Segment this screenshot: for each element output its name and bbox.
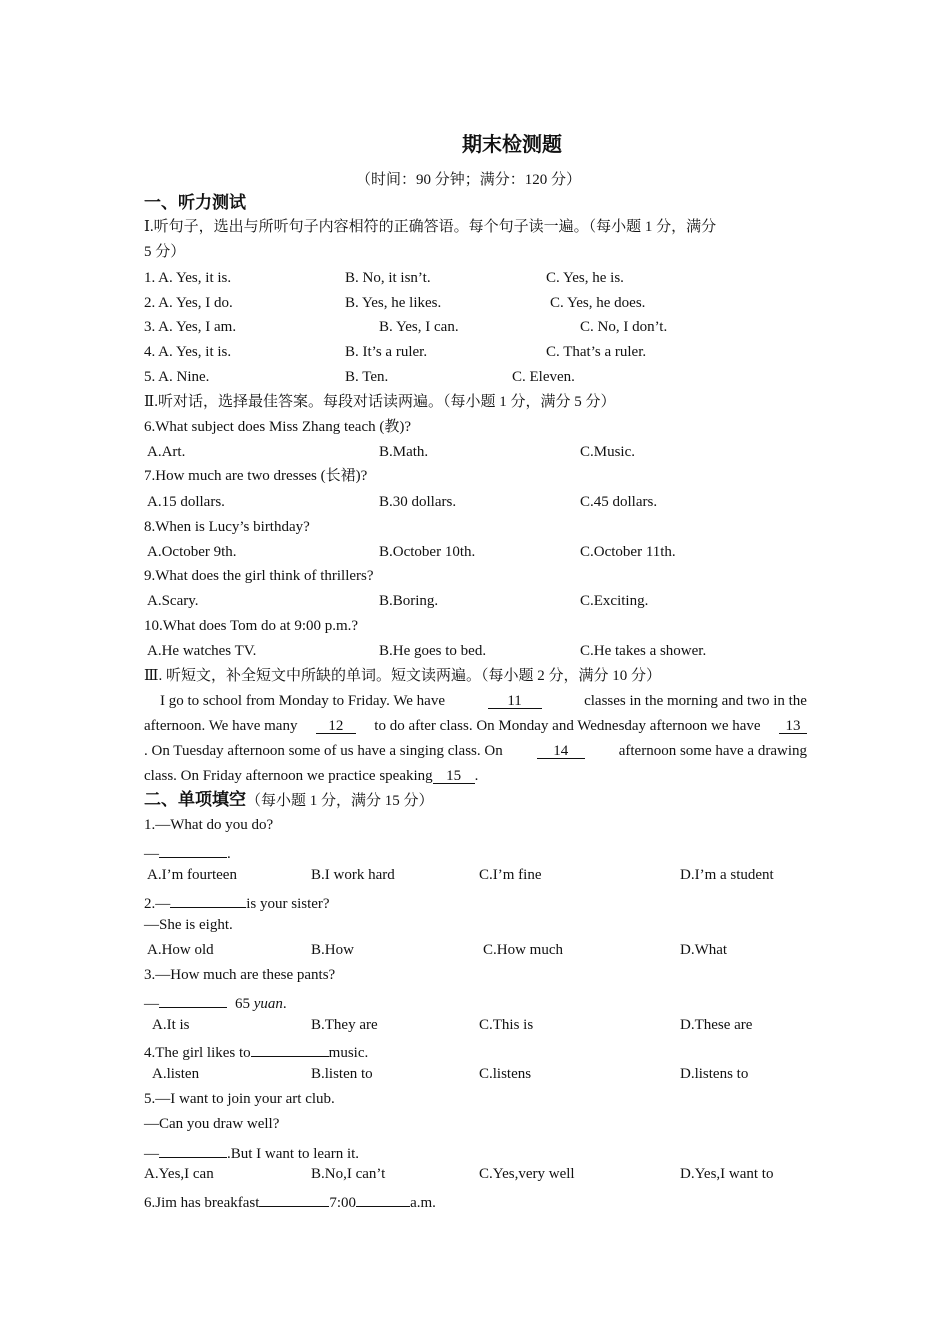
- q7-option-c: C.45 dollars.: [580, 494, 658, 510]
- answer-blank: [159, 990, 227, 1008]
- period: .: [282, 996, 287, 1012]
- passage-text: class. On Friday afternoon we practice speaking: [144, 768, 433, 784]
- s2-q1-option-b: B.I work hard: [311, 867, 395, 883]
- q9-option-a: A.Scary.: [147, 593, 199, 609]
- q2-option-a: 2. A. Yes, I do.: [144, 295, 233, 311]
- q1-option-b: B. No, it isn’t.: [345, 270, 431, 286]
- passage-text: afternoon. We have many: [144, 718, 298, 734]
- passage-line-1: [144, 691, 807, 711]
- passage-line-3: [144, 741, 807, 761]
- section-2-heading: [144, 790, 434, 811]
- answer-blank: [356, 1189, 410, 1207]
- part-1-instructions: Ⅰ.听句子，选出与所听句子内容相符的正确答语。每个句子读一遍。（每小题 1 分，满分: [144, 219, 717, 235]
- section-2-note: （每小题 1 分，满分 15 分）: [246, 793, 434, 809]
- s2-q5-option-c: C.Yes,very well: [479, 1166, 575, 1182]
- q9-option-c: C.Exciting.: [580, 593, 649, 609]
- passage-blank-12: 12: [316, 716, 356, 734]
- s2-q3-option-d: D.These are: [680, 1017, 753, 1033]
- passage-line-2: [144, 716, 807, 736]
- s2-q4-question: [144, 1039, 368, 1063]
- s2-q2-question: [144, 890, 330, 914]
- part-3-instructions: Ⅲ. 听短文，补全短文中所缺的单词。短文读两遍。（每小题 2 分，满分 10 分）: [144, 668, 661, 684]
- passage-text: to do after class. On Monday and Wednesday afternoon we have: [374, 718, 761, 734]
- q8-option-c: C.October 11th.: [580, 544, 676, 560]
- q9-option-b: B.Boring.: [379, 593, 439, 609]
- section-2-title: 二、单项填空: [144, 790, 246, 810]
- q6-option-b: B.Math.: [379, 444, 429, 460]
- q7-option-b: B.30 dollars.: [379, 494, 457, 510]
- q4-option-b: B. It’s a ruler.: [345, 344, 428, 360]
- passage-text: .: [474, 768, 479, 784]
- period: .: [227, 846, 231, 862]
- s2-q3-option-b: B.They are: [311, 1017, 378, 1033]
- q5-option-c: C. Eleven.: [512, 369, 575, 385]
- passage-blank-15: 15: [433, 766, 475, 784]
- s2-q1-answer-line: [144, 840, 231, 864]
- passage-text: afternoon some have a drawing: [618, 743, 807, 759]
- q1-option-c: C. Yes, he is.: [546, 270, 624, 286]
- passage-blank-14: 14: [537, 741, 585, 759]
- dash: —: [144, 996, 159, 1012]
- question-text: is your sister?: [246, 896, 330, 912]
- question-text: 4.The girl likes to: [144, 1045, 251, 1061]
- dash: —: [144, 846, 159, 862]
- passage-text: classes in the morning and two in the: [584, 693, 807, 709]
- q10-question: 10.What does Tom do at 9:00 p.m.?: [144, 618, 359, 634]
- s2-q3-question: 3.—How much are these pants?: [144, 967, 336, 983]
- passage-blank-11: 11: [488, 691, 542, 709]
- s2-q5-question: 5.—I want to join your art club.: [144, 1091, 335, 1107]
- answer-blank: [159, 840, 227, 858]
- s2-q1-option-a: A.I’m fourteen: [147, 867, 237, 883]
- q10-option-c: C.He takes a shower.: [580, 643, 707, 659]
- passage-line-4: [144, 766, 807, 786]
- s2-q2-option-c: C.How much: [483, 942, 563, 958]
- s2-q2-answer: —She is eight.: [144, 917, 233, 933]
- part-2-instructions: Ⅱ.听对话，选择最佳答案。每段对话读两遍。（每小题 1 分，满分 5 分）: [144, 394, 616, 410]
- question-text: .But I want to learn it.: [227, 1146, 360, 1162]
- q4-option-a: 4. A. Yes, it is.: [144, 344, 232, 360]
- s2-q5-line-2: —Can you draw well?: [144, 1116, 280, 1132]
- s2-q5-answer-line: [144, 1140, 359, 1164]
- q6-question: 6.What subject does Miss Zhang teach (教)?: [144, 419, 412, 435]
- q2-option-b: B. Yes, he likes.: [345, 295, 442, 311]
- answer-blank: [259, 1189, 329, 1207]
- q2-option-c: C. Yes, he does.: [550, 295, 646, 311]
- question-text: 6.Jim has breakfast: [144, 1195, 260, 1211]
- s2-q2-option-d: D.What: [680, 942, 728, 958]
- question-text: a.m.: [410, 1195, 436, 1211]
- s2-q4-option-a: A.listen: [152, 1066, 200, 1082]
- s2-q2-option-b: B.How: [311, 942, 354, 958]
- s2-q4-option-b: B.listen to: [311, 1066, 373, 1082]
- s2-q1-question: 1.—What do you do?: [144, 817, 274, 833]
- q7-question: 7.How much are two dresses (长裙)?: [144, 468, 368, 484]
- q8-option-b: B.October 10th.: [379, 544, 476, 560]
- q8-question: 8.When is Lucy’s birthday?: [144, 519, 310, 535]
- passage-blank-13: 13: [779, 716, 807, 734]
- answer-blank: [170, 890, 246, 908]
- s2-q4-option-c: C.listens: [479, 1066, 532, 1082]
- q7-option-a: A.15 dollars.: [147, 494, 225, 510]
- q3-option-c: C. No, I don’t.: [580, 319, 668, 335]
- s2-q5-option-a: A.Yes,I can: [144, 1166, 214, 1182]
- s2-q1-option-c: C.I’m fine: [479, 867, 542, 883]
- answer-blank: [159, 1140, 227, 1158]
- page-title: 期末检测题: [462, 132, 562, 156]
- q10-option-b: B.He goes to bed.: [379, 643, 487, 659]
- question-number: 2.—: [144, 896, 171, 912]
- s2-q2-option-a: A.How old: [147, 942, 214, 958]
- s2-q6-question: [144, 1189, 436, 1213]
- dash: —: [144, 1146, 159, 1162]
- amount: 65: [235, 996, 254, 1012]
- q6-option-c: C.Music.: [580, 444, 636, 460]
- answer-blank: [251, 1039, 329, 1057]
- q6-option-a: A.Art.: [147, 444, 186, 460]
- s2-q3-option-a: A.It is: [152, 1017, 190, 1033]
- q5-option-b: B. Ten.: [345, 369, 389, 385]
- time: 7:00: [329, 1195, 357, 1211]
- s2-q3-answer-line: [144, 990, 287, 1014]
- q3-option-b: B. Yes, I can.: [379, 319, 459, 335]
- q1-option-a: 1. A. Yes, it is.: [144, 270, 232, 286]
- exam-subtitle: （时间：90 分钟；满分：120 分）: [356, 172, 582, 188]
- section-1-heading: 一、听力测试: [144, 193, 246, 213]
- q9-question: 9.What does the girl think of thrillers?: [144, 568, 374, 584]
- s2-q4-option-d: D.listens to: [680, 1066, 749, 1082]
- passage-text: I go to school from Monday to Friday. We have: [160, 693, 445, 709]
- q10-option-a: A.He watches TV.: [147, 643, 257, 659]
- s2-q3-option-c: C.This is: [479, 1017, 534, 1033]
- q8-option-a: A.October 9th.: [147, 544, 237, 560]
- passage-text: . On Tuesday afternoon some of us have a singing class. On: [144, 743, 503, 759]
- s2-q1-option-d: D.I’m a student: [680, 867, 774, 883]
- q4-option-c: C. That’s a ruler.: [546, 344, 647, 360]
- currency: yuan: [253, 996, 283, 1012]
- s2-q5-option-b: B.No,I can’t: [311, 1166, 386, 1182]
- q5-option-a: 5. A. Nine.: [144, 369, 210, 385]
- question-text: music.: [328, 1045, 369, 1061]
- s2-q5-option-d: D.Yes,I want to: [680, 1166, 774, 1182]
- part-1-instructions-cont: 5 分）: [144, 244, 186, 260]
- q3-option-a: 3. A. Yes, I am.: [144, 319, 237, 335]
